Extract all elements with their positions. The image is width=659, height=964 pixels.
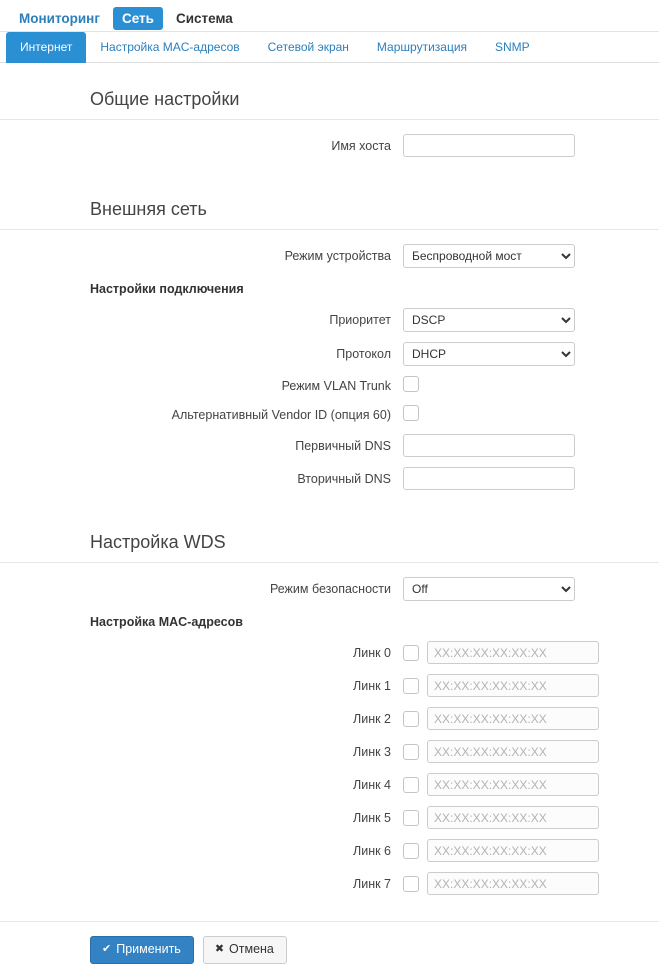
link-row (0, 740, 659, 763)
sub-navigation-tabs (0, 32, 659, 63)
link-label: Линк 2 (353, 711, 391, 726)
link-checkbox[interactable] (403, 744, 419, 760)
cross-icon: ✖ (214, 942, 225, 955)
link-mac-input[interactable] (427, 872, 599, 895)
link-row (0, 773, 659, 796)
dns-secondary-label: Вторичный DNS (297, 471, 391, 486)
cancel-button[interactable] (203, 936, 287, 964)
link-row (0, 839, 659, 862)
link-checkbox[interactable] (403, 843, 419, 859)
vlan-trunk-checkbox[interactable] (403, 376, 419, 392)
vlan-trunk-label: Режим VLAN Trunk (281, 378, 391, 393)
check-icon: ✔ (102, 942, 112, 955)
device-mode-select[interactable] (403, 244, 575, 268)
field-row-security-mode (0, 577, 659, 601)
apply-button[interactable] (90, 936, 194, 964)
link-row (0, 707, 659, 730)
field-row-device-mode (0, 244, 659, 268)
dns-primary-input[interactable] (403, 434, 575, 457)
tab-internet[interactable]: Интернет (6, 32, 86, 63)
vendor-id-checkbox[interactable] (403, 405, 419, 421)
link-checkbox[interactable] (403, 678, 419, 694)
tab-mac-settings[interactable]: Настройка MAC-адресов (100, 40, 240, 54)
link-checkbox[interactable] (403, 876, 419, 892)
link-mac-input[interactable] (427, 674, 599, 697)
link-checkbox[interactable] (403, 711, 419, 727)
link-mac-input[interactable] (427, 839, 599, 862)
nav-item-network[interactable]: Сеть (113, 7, 163, 30)
section-title-wan: Внешняя сеть (0, 187, 659, 230)
link-row (0, 872, 659, 895)
link-label: Линк 0 (353, 645, 391, 660)
dns-primary-label: Первичный DNS (295, 438, 391, 453)
link-checkbox[interactable] (403, 645, 419, 661)
main-navigation (0, 0, 659, 32)
device-mode-label: Режим устройства (284, 249, 391, 263)
section-title-general: Общие настройки (0, 77, 659, 120)
hostname-label: Имя хоста (331, 138, 391, 153)
link-checkbox[interactable] (403, 777, 419, 793)
link-mac-input[interactable] (427, 806, 599, 829)
settings-form (0, 63, 659, 964)
field-row-vendor-id (0, 405, 659, 424)
form-actions (0, 921, 659, 964)
tab-snmp[interactable]: SNMP (495, 40, 530, 54)
tab-routing[interactable]: Маршрутизация (376, 40, 468, 54)
link-mac-input[interactable] (427, 740, 599, 763)
vendor-id-label: Альтернативный Vendor ID (опция 60) (171, 407, 391, 422)
field-row-hostname (0, 134, 659, 157)
apply-button-label: Применить (116, 942, 181, 956)
field-row-dns-secondary (0, 467, 659, 490)
protocol-select[interactable] (403, 342, 575, 366)
subhead-mac-settings: Настройка MAC-адресов (90, 615, 243, 629)
link-label: Линк 5 (353, 810, 391, 825)
link-row (0, 806, 659, 829)
link-checkbox[interactable] (403, 810, 419, 826)
link-label: Линк 7 (353, 876, 391, 891)
link-row (0, 641, 659, 664)
field-row-protocol (0, 342, 659, 366)
link-mac-input[interactable] (427, 707, 599, 730)
protocol-label: Протокол (336, 347, 391, 361)
subhead-connection-settings: Настройки подключения (90, 282, 244, 296)
link-label: Линк 3 (353, 744, 391, 759)
field-row-priority (0, 308, 659, 332)
tab-firewall[interactable]: Сетевой экран (267, 40, 349, 54)
field-row-vlan-trunk (0, 376, 659, 395)
field-row-dns-primary (0, 434, 659, 457)
dns-secondary-input[interactable] (403, 467, 575, 490)
security-mode-select[interactable] (403, 577, 575, 601)
hostname-input[interactable] (403, 134, 575, 157)
link-label: Линк 1 (353, 678, 391, 693)
link-label: Линк 4 (353, 777, 391, 792)
priority-label: Приоритет (329, 313, 391, 327)
link-row (0, 674, 659, 697)
link-mac-input[interactable] (427, 641, 599, 664)
security-mode-label: Режим безопасности (269, 582, 391, 596)
cancel-button-label: Отмена (229, 942, 274, 956)
nav-item-system[interactable]: Система (175, 11, 233, 26)
nav-item-monitoring[interactable]: Мониторинг (19, 11, 100, 26)
link-label: Линк 6 (353, 843, 391, 858)
link-mac-input[interactable] (427, 773, 599, 796)
priority-select[interactable] (403, 308, 575, 332)
section-title-wds: Настройка WDS (0, 520, 659, 563)
